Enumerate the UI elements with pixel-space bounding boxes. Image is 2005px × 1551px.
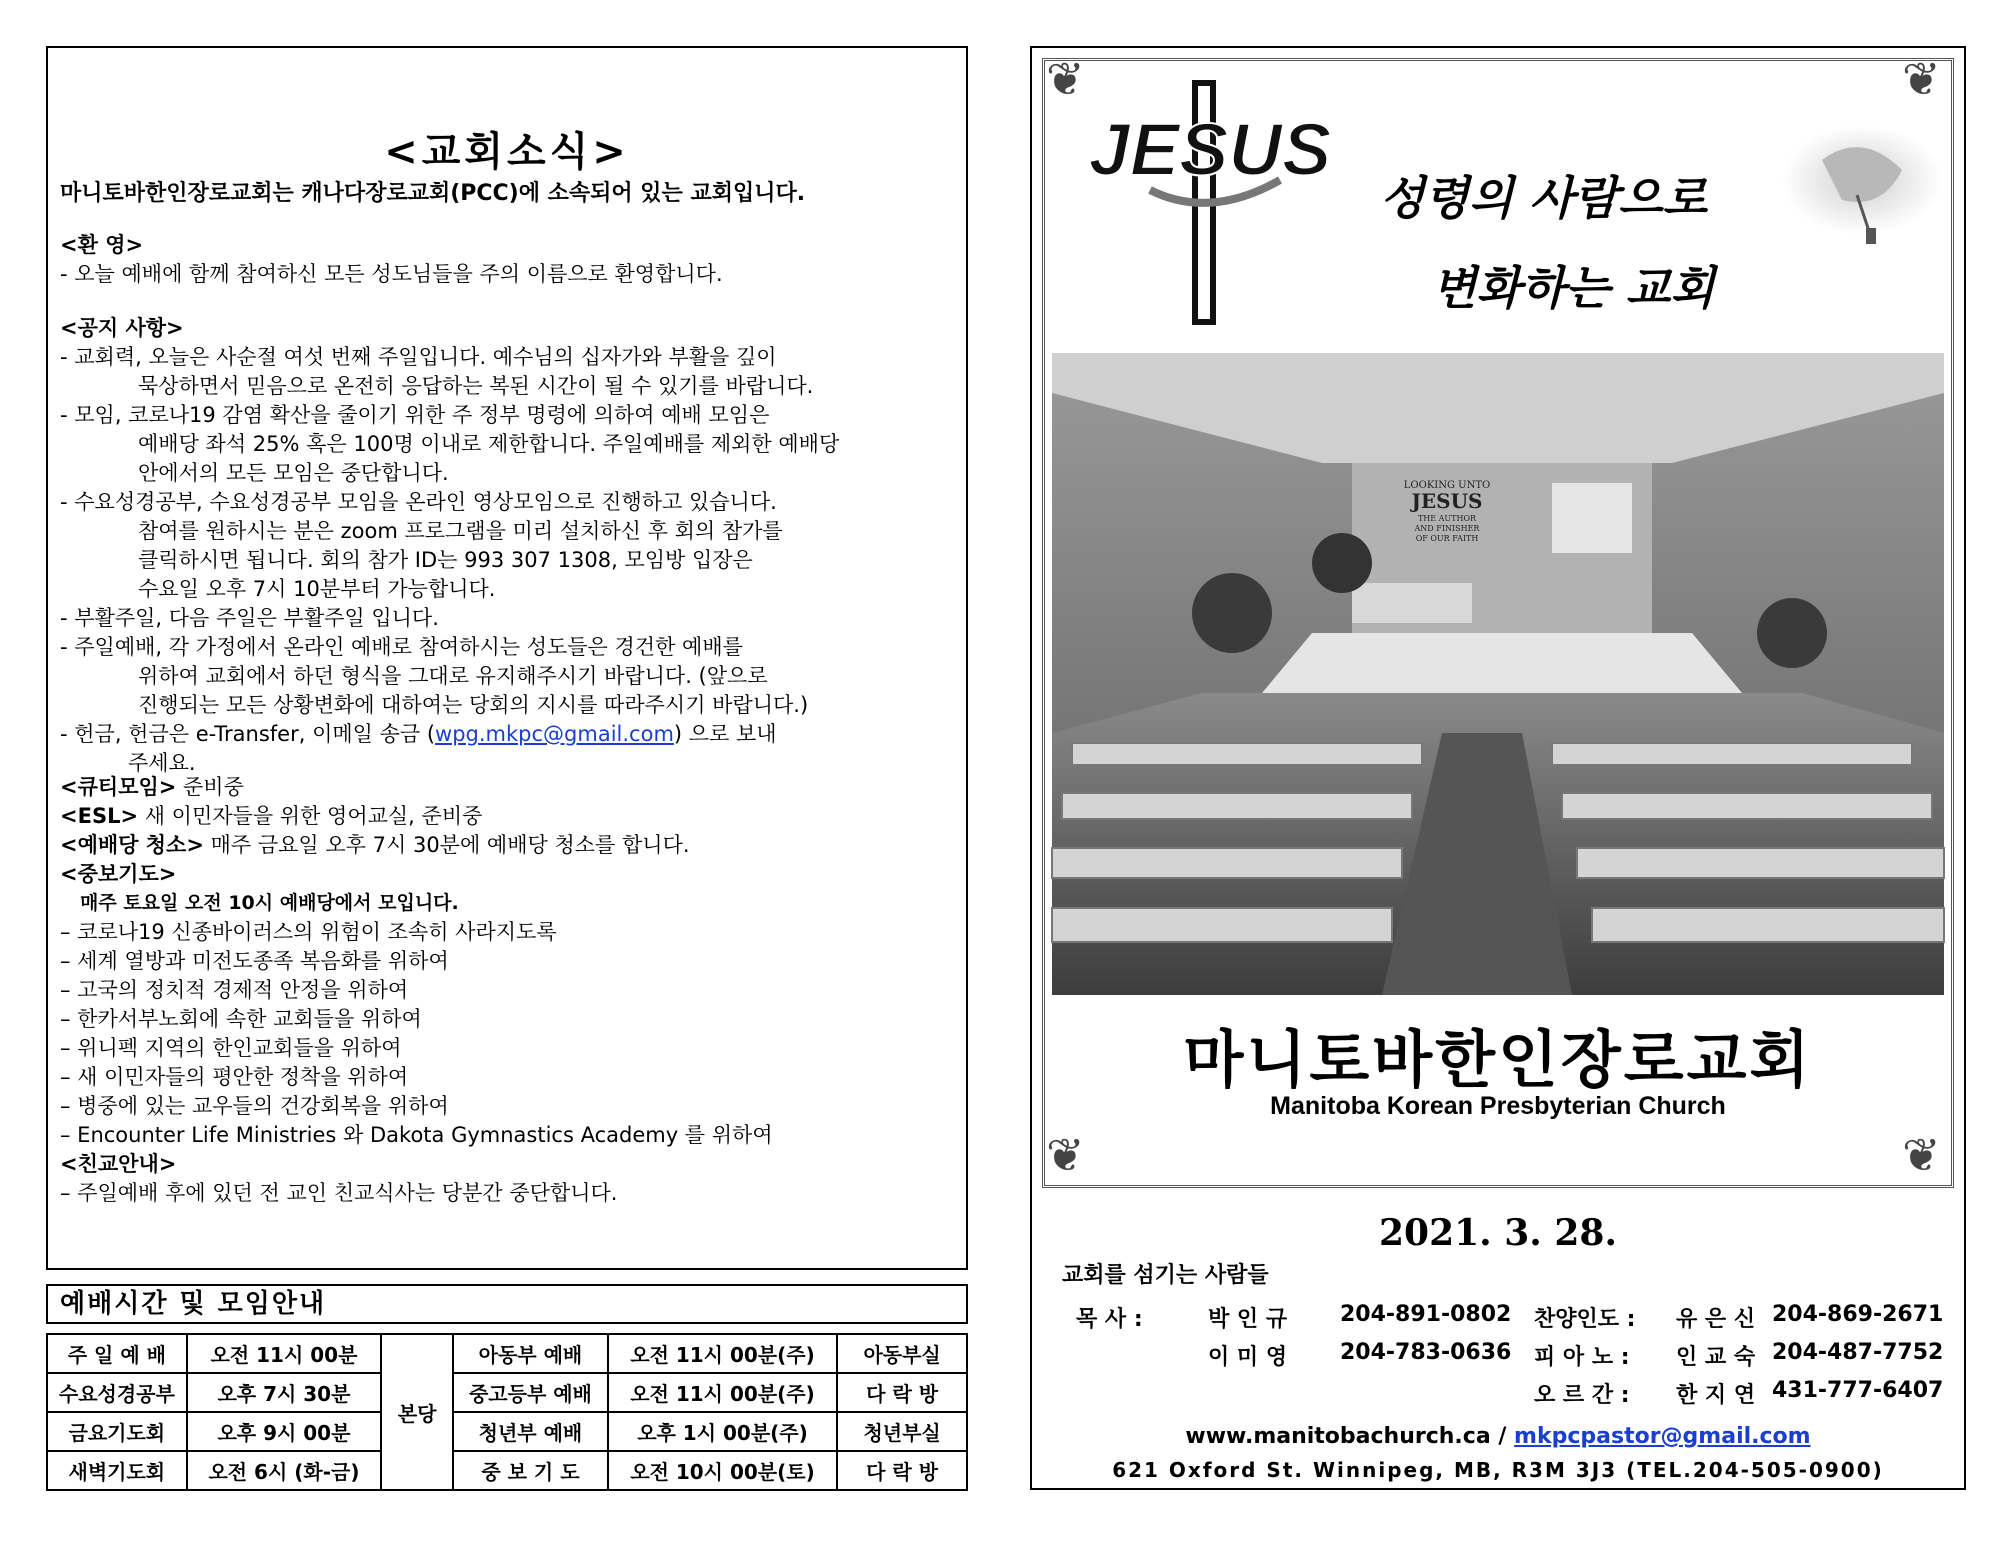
prayer-item: – 위니펙 지역의 한인교회들을 위하여 xyxy=(60,1036,402,1060)
pastor-1-phone: 204-891-0802 xyxy=(1340,1302,1512,1327)
service-name: 아동부 예배 xyxy=(453,1334,608,1373)
prayer-intro: 매주 토요일 오전 10시 예배당에서 모입니다. xyxy=(80,892,459,914)
service-name: 새벽기도회 xyxy=(47,1451,187,1490)
service-name: 금요기도회 xyxy=(47,1412,187,1451)
qt-line xyxy=(60,773,773,802)
notice-line: 묵상하면서 믿음으로 온전히 응답하는 복된 시간이 될 수 있기를 바랍니다. xyxy=(138,374,814,398)
notice-line: - 교회력, 오늘은 사순절 여섯 번째 주일입니다. 예수님의 십자가와 부활을 깊이 xyxy=(60,345,777,369)
notice-line: 수요일 오후 7시 10분부터 가능합니다. xyxy=(138,577,496,601)
prayer-item: – Encounter Life Ministries 와 Dakota Gymnastics Academy 를 위하여 xyxy=(60,1123,773,1147)
service-place: 다 락 방 xyxy=(837,1373,967,1412)
church-news-panel xyxy=(46,46,968,1270)
ornament-icon: ❦ xyxy=(1046,52,1085,106)
slogan-line-1: 성령의 사람으로 xyxy=(1380,171,1708,225)
misc-section xyxy=(60,773,773,1208)
notice-line: 진행되는 모든 상황변화에 대하여는 당회의 지시를 따라주시기 바랍니다.) xyxy=(138,693,809,717)
staff-title: 교회를 섬기는 사람들 xyxy=(1062,1263,1269,1288)
qt-text: 준비중 xyxy=(176,775,244,799)
table-row xyxy=(47,1451,967,1490)
service-place: 다 락 방 xyxy=(837,1451,967,1490)
contact-line xyxy=(1030,1424,1966,1449)
offering-email-link[interactable]: wpg.mkpc@gmail.com xyxy=(435,722,674,746)
prayer-item: – 병중에 있는 교우들의 건강회복을 위하여 xyxy=(60,1094,449,1118)
church-address: 621 Oxford St. Winnipeg, MB, R3M 3J3 (TEL.204-505-0900) xyxy=(1112,1458,1884,1482)
notice-line xyxy=(60,720,839,749)
church-intro: 마니토바한인장로교회는 캐나다장로교회(PCC)에 소속되어 있는 교회입니다. xyxy=(60,181,806,206)
welcome-section xyxy=(60,231,723,289)
ornament-icon: ❦ xyxy=(1902,52,1941,106)
esl-text: 새 이민자들을 위한 영어교실, 준비중 xyxy=(138,804,483,828)
pastor-2-phone: 204-783-0636 xyxy=(1340,1340,1512,1365)
sign-text: JESUS xyxy=(1411,489,1483,513)
service-time: 오후 9시 00분 xyxy=(187,1412,382,1451)
choir-phone: 204-869-2671 xyxy=(1772,1302,1944,1327)
cleaning-line xyxy=(60,831,773,860)
notice-line: 클릭하시면 됩니다. 회의 참가 ID는 993 307 1308, 모임방 입장은 xyxy=(138,548,753,572)
prayer-heading: <중보기도> xyxy=(60,862,177,886)
sign-text: AND FINISHER xyxy=(1414,524,1480,533)
sign-text: OF OUR FAITH xyxy=(1415,534,1479,543)
prayer-item: – 한카서부노회에 속한 교회들을 위하여 xyxy=(60,1007,422,1031)
notice-line: - 수요성경공부, 수요성경공부 모임을 온라인 영상모임으로 진행하고 있습니다. xyxy=(60,490,777,514)
pastor-2-name: 이 미 영 xyxy=(1208,1345,1288,1370)
pastor-email-link[interactable]: mkpcpastor@gmail.com xyxy=(1514,1424,1811,1449)
news-title: <교회소식> xyxy=(384,129,630,175)
website-text[interactable]: www.manitobachurch.ca xyxy=(1185,1424,1491,1449)
schedule-header: 예배시간 및 모임안내 xyxy=(46,1284,968,1324)
praying-hands-image xyxy=(1762,100,1942,250)
notice-section xyxy=(60,314,839,778)
service-time: 오후 7시 30분 xyxy=(187,1373,382,1412)
piano-label: 피 아 노 : xyxy=(1534,1345,1630,1370)
logo-text: JESUS xyxy=(1088,108,1332,191)
service-place: 아동부실 xyxy=(837,1334,967,1373)
service-place: 청년부실 xyxy=(837,1412,967,1451)
piano-name: 인 교 숙 xyxy=(1676,1345,1756,1370)
ornament-icon: ❦ xyxy=(1046,1128,1085,1182)
separator: / xyxy=(1490,1424,1515,1449)
organ-name: 한 지 연 xyxy=(1676,1383,1756,1408)
service-time: 오전 6시 (화-금) xyxy=(187,1451,382,1490)
service-name: 수요성경공부 xyxy=(47,1373,187,1412)
cleaning-heading: <예배당 청소> xyxy=(60,833,204,857)
welcome-heading: <환 영> xyxy=(60,233,144,257)
church-name-english: Manitoba Korean Presbyterian Church xyxy=(1270,1092,1726,1120)
prayer-item: – 세계 열방과 미전도종족 복음화를 위하여 xyxy=(60,949,449,973)
cleaning-text: 매주 금요일 오후 7시 30분에 예배당 청소를 합니다. xyxy=(203,833,690,857)
sanctuary-illustration xyxy=(1052,353,1944,995)
service-time: 오전 11시 00분(주) xyxy=(608,1373,837,1412)
service-time: 오전 11시 00분 xyxy=(187,1334,382,1373)
slogan-line-2: 변화하는 교회 xyxy=(1432,261,1715,315)
sign-text: LOOKING UNTO xyxy=(1403,480,1491,491)
sanctuary-photo xyxy=(1052,353,1944,995)
esl-heading: <ESL> xyxy=(60,804,139,828)
service-time: 오후 1시 00분(주) xyxy=(608,1412,837,1451)
fellowship-heading: <친교안내> xyxy=(60,1152,177,1176)
service-name: 중고등부 예배 xyxy=(453,1373,608,1412)
notice-line: 주세요. xyxy=(128,751,196,775)
ornament-icon: ❦ xyxy=(1902,1128,1941,1182)
notice-line: 예배당 좌석 25% 혹은 100명 이내로 제한합니다. 주일예배를 제외한 예배당 xyxy=(138,432,840,456)
piano-phone: 204-487-7752 xyxy=(1772,1340,1944,1365)
prayer-item: – 고국의 정치적 경제적 안정을 위하여 xyxy=(60,978,409,1002)
table-row xyxy=(47,1334,967,1373)
schedule-table xyxy=(46,1333,968,1491)
notice-heading: <공지 사항> xyxy=(60,316,184,340)
welcome-text: - 오늘 예배에 함께 참여하신 모든 성도님들을 주의 이름으로 환영합니다. xyxy=(60,262,723,286)
notice-line: - 모임, 코로나19 감염 확산을 줄이기 위한 주 정부 명령에 의하여 예배 모임은 xyxy=(60,403,770,427)
service-time: 오전 10시 00분(토) xyxy=(608,1451,837,1490)
notice-line: - 주일예배, 각 가정에서 온라인 예배로 참여하시는 성도들은 경건한 예배를 xyxy=(60,635,743,659)
notice-line: - 부활주일, 다음 주일은 부활주일 입니다. xyxy=(60,606,439,630)
service-name: 중 보 기 도 xyxy=(453,1451,608,1490)
notice-line: 위하여 교회에서 하던 형식을 그대로 유지해주시기 바랍니다. (앞으로 xyxy=(138,664,768,688)
jesus-cross-logo xyxy=(1088,80,1332,330)
service-name: 주 일 예 배 xyxy=(47,1334,187,1373)
qt-heading: <큐티모임> xyxy=(60,775,177,799)
service-time: 오전 11시 00분(주) xyxy=(608,1334,837,1373)
service-place: 본당 xyxy=(381,1334,453,1490)
organ-label: 오 르 간 : xyxy=(1534,1383,1630,1408)
offering-text: - 헌금, 헌금은 e-Transfer, 이메일 송금 ( xyxy=(60,722,436,746)
sign-text: THE AUTHOR xyxy=(1417,514,1477,523)
prayer-item: – 코로나19 신종바이러스의 위험이 조속히 사라지도록 xyxy=(60,920,557,944)
prayer-item: – 새 이민자들의 평안한 정착을 위하여 xyxy=(60,1065,409,1089)
fellowship-text: – 주일예배 후에 있던 전 교인 친교식사는 당분간 중단합니다. xyxy=(60,1181,618,1205)
table-row xyxy=(47,1412,967,1451)
choir-name: 유 은 신 xyxy=(1676,1307,1756,1332)
pastor-label: 목 사 : xyxy=(1076,1307,1143,1332)
offering-text-end: ) 으로 보내 xyxy=(673,722,777,746)
service-name: 청년부 예배 xyxy=(453,1412,608,1451)
esl-line xyxy=(60,802,773,831)
choir-label: 찬양인도 : xyxy=(1534,1307,1636,1332)
church-name-korean: 마니토바한인장로교회 xyxy=(1183,1023,1813,1096)
notice-line: 참여를 원하시는 분은 zoom 프로그램을 미리 설치하신 후 회의 참가를 xyxy=(138,519,783,543)
bulletin-date: 2021. 3. 28. xyxy=(1378,1212,1617,1254)
organ-phone: 431-777-6407 xyxy=(1772,1378,1944,1403)
table-row xyxy=(47,1373,967,1412)
notice-line: 안에서의 모든 모임은 중단합니다. xyxy=(138,461,449,485)
pastor-1-name: 박 인 규 xyxy=(1208,1307,1288,1332)
